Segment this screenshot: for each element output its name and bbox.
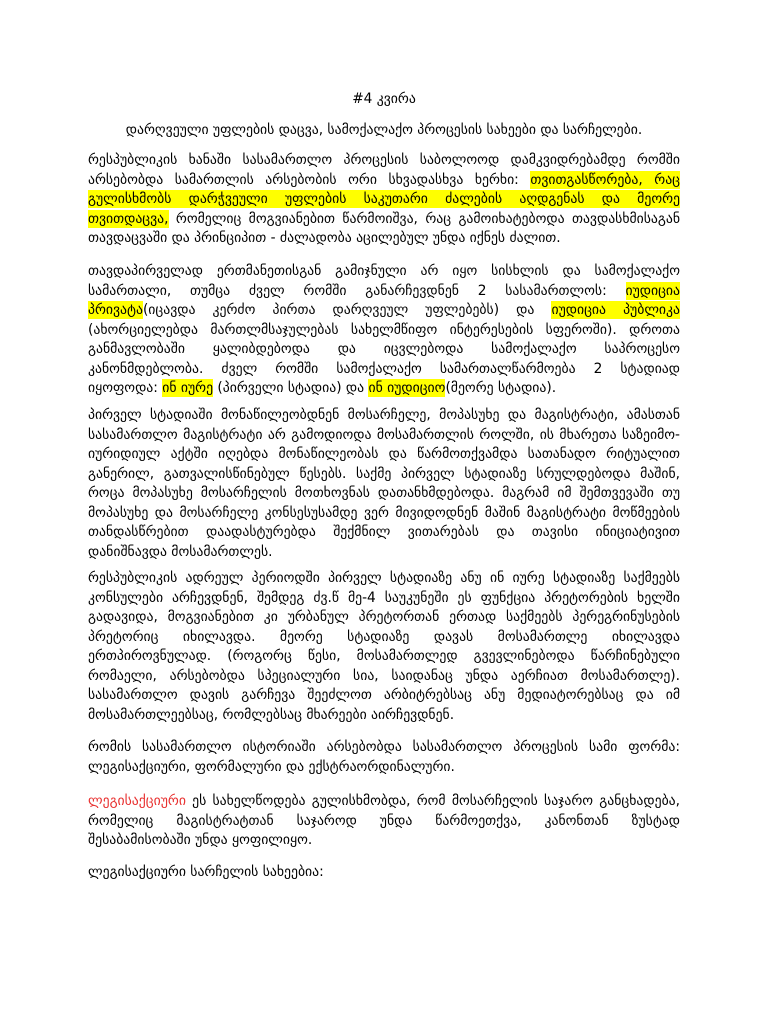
page-title: #4 კვირა [352, 91, 416, 107]
text-segment: როცა მოპასუხე მოსარჩელის მოთხოვნას დათანხმდებოდა. მაგრამ იმ შემთვევაში თუ [88, 485, 680, 501]
text-line [88, 340, 680, 360]
text-segment: (იცავდა კერძო პირთა დარღვეულ უფლებებს) და [142, 302, 552, 318]
text-segment: განმავლობაში ყალიბდებოდა და იცვლებოდა სამოქალაქო საპროცესო [88, 341, 680, 357]
text-line [88, 863, 680, 883]
text-segment: რომის სასამართლო ისტორიაში არსებობდა სასამართლო პროცესის სამი ფორმა: [88, 739, 680, 755]
text-segment: თავდაპირველად ერთმანეთისგან გამიჯნული არ იყო სისხლის და სამოქალაქო [88, 263, 680, 279]
text-line [88, 379, 680, 399]
text-line [88, 589, 680, 609]
text-line [88, 262, 680, 282]
paragraph-2 [88, 262, 680, 399]
text-line [88, 360, 680, 380]
text-segment: მოსამართლეებსაც, რომლებსაც მხარეები აირჩევდნენ. [88, 706, 455, 723]
text-line [88, 738, 680, 758]
highlighted-text: იუდიცია [625, 282, 680, 299]
paragraph-7 [88, 863, 680, 883]
highlighted-text: თვითდაცვა, [88, 210, 169, 227]
text-line [88, 667, 680, 687]
text-line [88, 229, 680, 249]
text-segment: სასამართლო დავის გარჩევა შეეძლოთ არბიტრებსაც ანუ მედიატორებსაც და იმ [88, 687, 680, 703]
page-subtitle: დარღვეული უფლების დაცვა, სამოქალაქო პროცესის სახეები და სარჩელები. [125, 122, 643, 138]
text-segment: თავდაცვაში და პრინციპით - ძალადობა აცილებულ უნდა იქნეს ძალით. [88, 230, 561, 246]
text-line [88, 569, 680, 589]
text-segment: რესპუბლიკის ადრეულ პერიოდში პირველ სტადიაზე ანუ ინ იურე სტადიაზე საქმეებს [88, 570, 680, 586]
text-segment: ლეგისაქციური სარჩელის სახეებია: [88, 864, 324, 880]
text-line [88, 543, 680, 563]
highlighted-text: ინ იურე [162, 380, 214, 396]
text-line [88, 647, 680, 667]
subtitle-block [88, 121, 680, 141]
text-line [88, 484, 680, 504]
text-segment: განერილ, გათვალისწინებულ წესებს. საქმე პირველ სტადიაზე სრულდებოდა მაშინ, [88, 465, 680, 482]
text-segment: (პირველი სტადია) და [213, 380, 369, 396]
text-line [88, 504, 680, 524]
text-line [88, 831, 680, 851]
paragraph-3 [88, 406, 680, 562]
highlighted-text: გულისხმობს დარჭვეული უფლების საკუთარი ძალების აღდგენას და მეორე [88, 191, 680, 207]
text-segment: რომაელი, არსებობდა სპეციალური სია, საიდანაც უნდა აერჩიათ მოსამართლე). [88, 667, 680, 684]
red-term-text: ლეგისაქციური [88, 793, 186, 809]
text-line [88, 171, 680, 191]
text-segment: ლეგისაქციური, ფორმალური და ექსტრაორდინალური. [88, 758, 455, 775]
paragraph-1 [88, 151, 680, 249]
text-segment: პრეტორიც იხილავდა. მეორე სტადიაზე დავას მოსამართლე იხილავდა [88, 628, 680, 645]
text-segment: გადავიდა, მოგვიანებით კი ურბანულ პრეტორთან ერთად საქმეებს პერეგრინუსების [88, 609, 680, 625]
title-block [88, 90, 680, 110]
text-line [88, 792, 680, 812]
text-segment: კანონმდებლობა. ძველ რომში სამოქალაქო სამართალწარმოება 2 სტადიად [88, 360, 680, 377]
text-segment: ეს სახელწოდება გულისხმობდა, რომ მოსარჩელის საჯარო განცხადება, [185, 793, 680, 809]
highlighted-text: ინ იუდიციო [368, 380, 446, 396]
text-segment: თანდასწრებით დაადასტურებდა შექმნილ ვითარებას და თავისი ინიციატივით [88, 524, 680, 540]
text-segment: შესაბამისობაში უნდა ყოფილიყო. [88, 832, 313, 848]
text-segment: იურიდიულ აქტში იღებდა მონაწილეობას და წარმოთქვამდა სათანადო რიტუალით [88, 446, 680, 462]
highlighted-text: იუდიცია პუბლიკა [551, 302, 680, 318]
text-segment: იყოფოდა: [88, 380, 163, 396]
highlighted-text: პრივატა [88, 302, 143, 318]
text-line [88, 210, 680, 230]
paragraph-4 [88, 569, 680, 725]
text-line [88, 282, 680, 302]
text-segment: არსებობდა სამართლის არსებობის ორი სხვადასხვა ხერხი: [88, 171, 531, 188]
text-line [88, 706, 680, 726]
highlighted-text: თვითგასწორება, რაც [530, 171, 680, 188]
paragraph-5 [88, 738, 680, 777]
text-segment: (მეორე სტადია). [445, 380, 557, 396]
text-line [88, 301, 680, 321]
text-line [88, 406, 680, 426]
text-line [88, 445, 680, 465]
text-segment: ერთპიროვნულად. (როგორც წესი, მოსამართლედ გვევლინებოდა წარჩინებული [88, 648, 680, 664]
text-line [88, 523, 680, 543]
text-segment: რომელიც მოგვიანებით წარმოიშვა, რაც გამოიხატებოდა თავდასხმისაგან [168, 210, 680, 227]
text-segment: დანიშნავდა მოსამართლეს. [88, 543, 273, 560]
text-line [88, 190, 680, 210]
text-line [88, 686, 680, 706]
text-segment: სამართალი, თუმცა ძველ რომში განარჩევდნენ 2 სასამართლოს: [88, 282, 626, 299]
text-line [88, 465, 680, 485]
text-line [88, 151, 680, 171]
text-segment: (ახორციელებდა მართლმსაჯულებას სახელმწიფო ინტერესების სფეროში). დროთა [88, 321, 680, 338]
text-segment: კონსულები არჩევდნენ, შემდეგ ძვ.წ მე-4 საუკუნეში ეს ფუნქცია პრეტორების ხელში [88, 589, 680, 606]
text-line [88, 812, 680, 832]
text-segment: მოპასუხე და მოსარჩელე კონსესუსამდე ვერ მივიდოდნენ მაშინ მაგისტრატი მოწმეების [88, 504, 680, 521]
text-segment: რომელიც მაგისტრატთან საჯაროდ უნდა წარმოეთქვა, კანონთან ზუსტად [88, 812, 680, 829]
text-line [88, 426, 680, 446]
text-line [88, 758, 680, 778]
text-segment: რესპუბლიკის ხანაში სასამართლო პროცესის საბოლოოდ დამკვიდრებამდე რომში [88, 152, 680, 168]
text-segment: სასამართლო მაგისტრატი არ გამოდიოდა მოსამართლის როლში, ის მხარეთა საზეიმო- [88, 426, 680, 443]
text-line [88, 608, 680, 628]
paragraph-6 [88, 792, 680, 851]
text-line [88, 628, 680, 648]
text-line [88, 321, 680, 341]
text-segment: პირველ სტადიაში მონაწილეობდნენ მოსარჩელე, მოპასუხე და მაგისტრატი, ამასთან [88, 407, 680, 423]
